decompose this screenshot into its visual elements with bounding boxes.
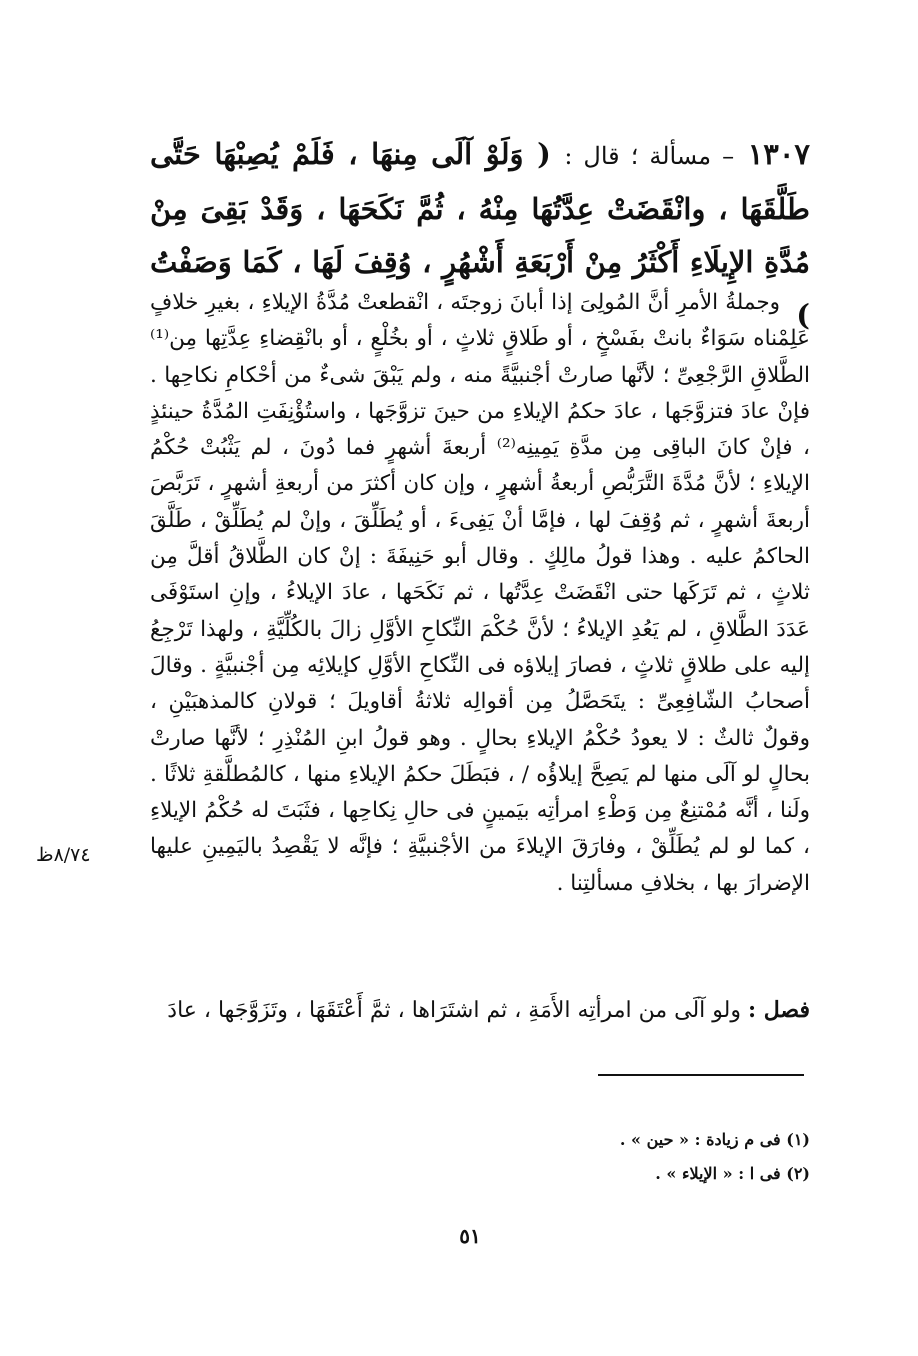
footnote-2: (٢) فى ا : « الإيلاء » .: [655, 1164, 810, 1183]
main-paragraph: وجملةُ الأمرِ أنَّ المُولِىَ إذا أبانَ زوجتَه ، انْقطعتْ مُدَّةُ الإيلاءِ ، بغيرِ خلافٍ عَلِمْناه سَوَاءٌ بانتْ بفَسْخٍ ، أو طَلاقٍ ثلاثٍ ، أو بخُلْعٍ ، أو بانْقِضاءِ عِدَّتِها مِن⁽¹⁾ الطَّلاقِ الرَّجْعِىِّ ؛ لأنَّها صارتْ أجْنبيَّةً منه ، ولم يَبْقَ شىءٌ من أحْكامِ نكاحِها . فإنْ عادَ فتزوَّجَها ، عادَ حكمُ الإيلاءِ من حينَ تزوَّجَها ، واستُؤْنِفَتِ المُدَّةُ حينئذٍ ، فإنْ كانَ الباقِى مِن مدَّةِ يَمِينِه⁽²⁾ أربعةَ أشهرٍ فما دُونَ ، لم يَثْبُتْ حُكْمُ الإيلاءِ ؛ لأنَّ مُدَّةَ التَّرَبُّصِ أربعةُ أشهرٍ ، وإن كان أكثرَ من أربعةِ أشهرٍ ، تَرَبَّصَ أربعةَ أشهرٍ ، ثم وُقِفَ لها ، فإمَّا أنْ يَفِىءَ ، أو يُطَلِّقَ ، وإنْ لم يُطَلِّقْ ، طَلَّقَ الحاكمُ عليه . وهذا قولُ مالِكٍ . وقال أبو حَنِيفَةَ : إنْ كان الطَّلاقُ أقلَّ مِن ثلاثٍ ، ثم تَرَكَها حتى انْقَضَتْ عِدَّتُها ، ثم نَكَحَها ، عادَ الإيلاءُ ، وإنِ استَوْفَى عَدَدَ الطَّلاقِ ، لم يَعُدِ الإيلاءُ ؛ لأنَّ حُكْمَ النِّكاحِ الأوَّلِ زالَ بالكُلِّيَّةِ ، ولهذا تَرْجِعُ إليه على طلاقٍ ثلاثٍ ، فصارَ إيلاؤه فى النِّكاحِ الأوَّلِ كإيلائِه مِن أجْنبيَّةٍ . وقالَ أصحابُ الشّافِعِىِّ : يتَحَصَّلُ مِن أقوالِه ثلاثةُ أقاويلَ ؛ قولانِ كالمذهبَيْنِ ، وقولٌ ثالثٌ : لا يعودُ حُكْمُ الإيلاءِ بحالٍ . وهو قولُ ابنِ المُنْذِرِ ؛ لأنَّها صارتْ بحالٍ لو آلَى منها لم يَصِحَّ إيلاؤُه / ، فبَطَلَ حكمُ الإيلاءِ منها ، كالمُطلَّقةِ ثلاثًا . ولَنا ، أنَّه مُمْتنِعٌ مِن وَطْءِ امرأتِه بيَمينٍ فى حالِ نِكاحِها ، فثَبَتَ له حُكْمُ الإيلاءِ ، كما لو لم يُطَلِّقْ ، وفارَقَ الإيلاءَ من الأجْنبيَّةِ ؛ فإنَّه لا يَقْصِدُ باليَمِينِ عليها الإضرارَ بها ، بخلافِ مسألتِنا .: [150, 290, 810, 896]
footnote-1: (١) فى م زيادة : « حين » .: [619, 1130, 810, 1149]
issue-text: ( وَلَوْ آلَى مِنهَا ، فَلَمْ يُصِبْهَا حَتَّى طَلَّقَهَا ، وانْقَضَتْ عِدَّتُهَا مِنْهُ ، ثُمَّ نَكَحَهَا ، وَقَدْ بَقِىَ مِنْ مُدَّةِ الإِيلَاءِ أَكْثَرُ مِنْ أَرْبَعَةِ أَشْهُرٍ ، وُقِفَ لَهَا ، كَمَا وَصَفْتُ ): [150, 137, 810, 332]
issue-number: ١٣٠٧: [747, 137, 810, 171]
footnote-separator: [598, 1074, 804, 1076]
issue-label: – مسألة ؛ قال :: [564, 142, 735, 170]
fasl-section: [150, 992, 810, 1029]
page-number: ٥١: [459, 1224, 481, 1248]
fasl-label: فصل :: [747, 997, 810, 1023]
fasl-text: ولو آلَى من امرأتِه الأَمَةِ ، ثم اشتَرَاها ، ثمَّ أَعْتَقَهَا ، وتَزَوَّجَها ، عادَ: [167, 998, 741, 1023]
manuscript-folio-note: ٨/٧٤ظ: [36, 844, 91, 866]
main-text: [150, 285, 810, 902]
